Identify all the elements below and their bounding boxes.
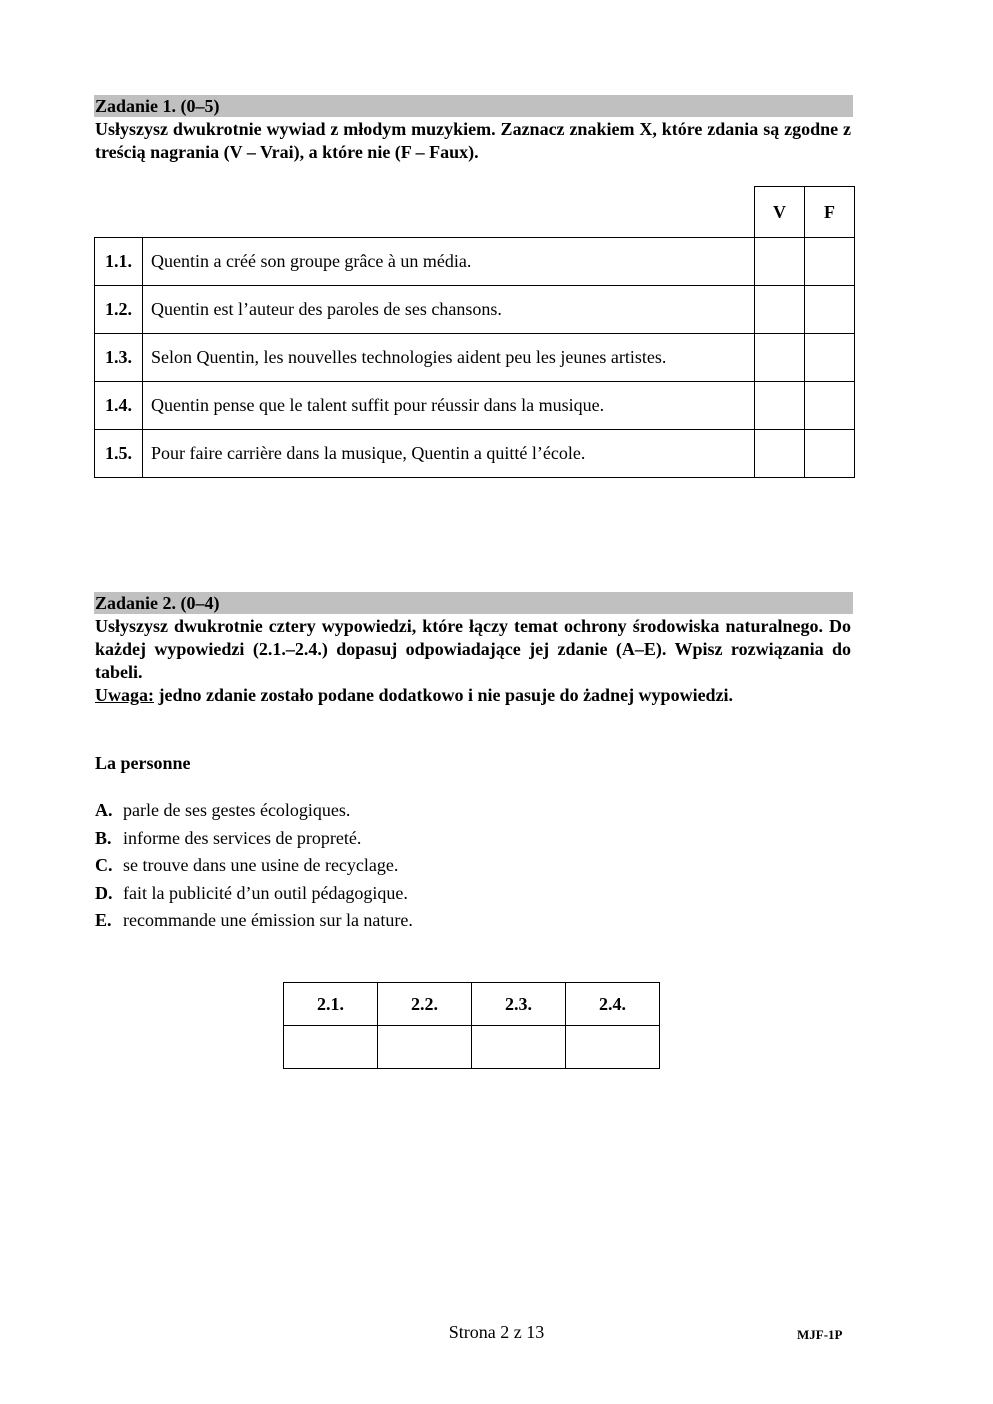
col-v-header: V — [755, 187, 805, 238]
task1-header: Zadanie 1. (0–5) — [94, 95, 853, 117]
answer-box-f[interactable] — [805, 334, 855, 382]
table-row — [95, 382, 855, 430]
statement-text: Quentin est l’auteur des paroles de ses chansons. — [143, 286, 755, 334]
table-row — [95, 430, 855, 478]
note-text: jedno zdanie zostało podane dodatkowo i nie pasuje do żadnej wypowiedzi. — [154, 685, 734, 705]
persona-heading: La personne — [95, 753, 191, 773]
option-text: recommande une émission sur la nature. — [123, 910, 413, 931]
table-row — [95, 238, 855, 286]
answer-cell-2-2[interactable] — [378, 1026, 472, 1069]
option-letter: E. — [95, 910, 112, 931]
option-text: informe des services de propreté. — [123, 827, 362, 848]
list-item — [95, 852, 413, 880]
option-letter: A. — [95, 800, 113, 820]
page-number: Strona 2 z 13 — [448, 1322, 545, 1342]
option-text: parle de ses gestes écologiques. — [123, 800, 351, 820]
statement-number: 1.1. — [95, 238, 143, 286]
task2-header: Zadanie 2. (0–4) — [94, 592, 853, 614]
answer-box-f[interactable] — [805, 286, 855, 334]
answer-header: 2.3. — [472, 983, 566, 1026]
col-f-header: F — [805, 187, 855, 238]
answer-box-f[interactable] — [805, 430, 855, 478]
task2-instruction-text: Usłyszysz dwukrotnie cztery wypowiedzi, które łączy temat ochrony środowiska naturalnego. Do każdej wypowiedzi (2.1.–2.4.) dopasuj odpowiadające jej zdanie (A–E). Wpisz rozwiązania do tabeli. — [95, 616, 851, 682]
answer-box-v[interactable] — [755, 238, 805, 286]
answer-box-v[interactable] — [755, 286, 805, 334]
true-false-table — [94, 186, 855, 478]
list-item — [95, 797, 413, 825]
answer-box-v[interactable] — [755, 430, 805, 478]
note-label: Uwaga: — [95, 685, 154, 705]
answer-box-f[interactable] — [805, 382, 855, 430]
statement-text: Quentin a créé son groupe grâce à un média. — [143, 238, 755, 286]
list-item — [95, 907, 413, 935]
answer-cell-2-3[interactable] — [472, 1026, 566, 1069]
option-text: fait la publicité d’un outil pédagogique. — [123, 882, 408, 903]
answer-cell-2-1[interactable] — [284, 1026, 378, 1069]
tf-header-row — [95, 187, 855, 238]
task2-note — [95, 684, 851, 707]
answer-input-row — [284, 1026, 660, 1069]
answer-box-v[interactable] — [755, 334, 805, 382]
options-list — [95, 797, 413, 935]
table-row — [95, 334, 855, 382]
option-letter: D. — [95, 882, 113, 903]
table-row — [95, 286, 855, 334]
option-text: se trouve dans une usine de recyclage. — [123, 855, 399, 876]
list-item — [95, 825, 413, 853]
exam-code: MJF-1P — [797, 1327, 843, 1342]
answer-header-row — [284, 983, 660, 1026]
task2-instruction — [95, 615, 851, 707]
answer-header: 2.4. — [566, 983, 660, 1026]
statement-text: Pour faire carrière dans la musique, Quentin a quitté l’école. — [143, 430, 755, 478]
statement-number: 1.3. — [95, 334, 143, 382]
answer-box-v[interactable] — [755, 382, 805, 430]
task1-instruction-text: Usłyszysz dwukrotnie wywiad z młodym muzykiem. Zaznacz znakiem X, które zdania są zgodne z treścią nagrania (V – Vrai), a które nie (F – Faux). — [95, 119, 851, 162]
statement-text: Selon Quentin, les nouvelles technologies aident peu les jeunes artistes. — [143, 334, 755, 382]
answer-box-f[interactable] — [805, 238, 855, 286]
answer-table — [283, 982, 660, 1069]
answer-header: 2.2. — [378, 983, 472, 1026]
task1-instruction — [95, 118, 851, 164]
list-item — [95, 880, 413, 908]
answer-header: 2.1. — [284, 983, 378, 1026]
tf-header-blank — [95, 187, 755, 238]
option-letter: C. — [95, 855, 113, 876]
statement-number: 1.2. — [95, 286, 143, 334]
statement-number: 1.5. — [95, 430, 143, 478]
option-letter: B. — [95, 827, 112, 848]
answer-cell-2-4[interactable] — [566, 1026, 660, 1069]
statement-number: 1.4. — [95, 382, 143, 430]
statement-text: Quentin pense que le talent suffit pour réussir dans la musique. — [143, 382, 755, 430]
